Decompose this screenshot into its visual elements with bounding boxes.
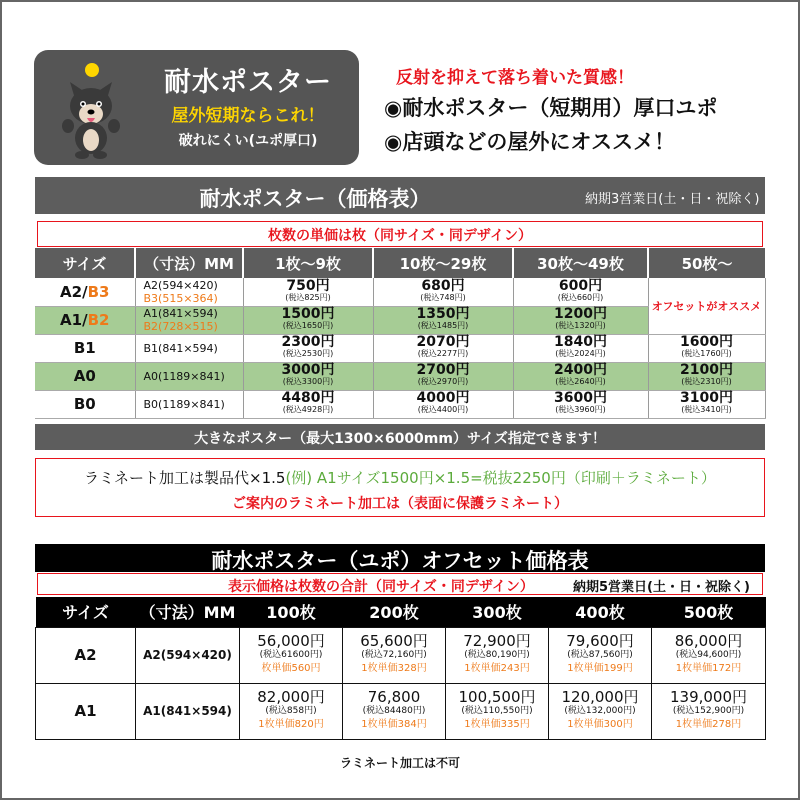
price-cell [373,306,513,334]
price-tax: (税込84480円) [362,706,426,716]
size-cell: B0 [35,390,135,418]
price-cell [648,334,765,362]
price-value: 3000円 [281,362,335,378]
price-value: 79,600円 [566,632,634,650]
price-cell [240,627,343,683]
unit-price: 1枚単価278円 [675,719,742,730]
price-tax: (税込748円) [420,292,466,302]
price-value: 86,000円 [674,632,743,650]
price-cell [243,390,373,418]
price-tax: (税込2640円) [555,377,606,386]
header-size: サイズ [35,248,135,278]
header-qty-30-49: 30枚〜49枚 [513,248,648,278]
price-cell [513,334,648,362]
price-value: 1200円 [554,306,607,322]
price-value: 72,900円 [463,632,531,650]
price-value: 1350円 [416,306,470,322]
price-cell [549,627,652,683]
price-value: 3100円 [680,390,733,406]
price-value: 1500円 [281,306,335,322]
price-value: 1600円 [680,334,733,350]
dimension-cell: A2(594×420) [136,627,240,683]
offset-table-header-row [36,597,766,627]
offset-delivery-note: 納期5営業日(土・日・祝除く) [573,580,750,595]
price-table-header-row [35,248,765,278]
header-qty-200: 200枚 [343,597,446,627]
size-label-alt: B2 [87,311,110,329]
dimension-label-alt: B3(515×364) [143,291,218,305]
price-tax: (税込72,160円) [361,650,427,660]
price-value: 2700円 [416,362,470,378]
offset-note: 表示価格は枚数の合計（同サイズ・同デザイン） [228,579,534,595]
price-cell [648,390,765,418]
laminate-rule: ラミネート加工は製品代×1.5 [84,469,286,487]
price-cell [343,683,446,739]
offset-price-table [35,597,766,740]
header-dimensions: （寸法）MM [136,597,240,627]
price-value: 82,000円 [257,688,325,706]
table-row [36,627,766,683]
price-cell [373,334,513,362]
offset-recommend-cell: オフセットがオススメ [648,278,765,334]
header-qty-300: 300枚 [446,597,549,627]
price-cell [513,306,648,334]
price-tax: (税込4400円) [417,405,469,414]
price-cell [513,390,648,418]
price-cell [513,362,648,390]
table-row [36,683,766,739]
size-cell: A0 [35,362,135,390]
large-poster-bar [35,424,765,450]
laminate-line-1 [84,467,716,488]
price-tax: (税込3410円) [681,405,732,414]
dimension-label: A1(841×594) [143,307,218,320]
size-cell: A2 [36,627,136,683]
price-cell [652,683,766,739]
price-tax: (税込825円) [285,292,331,302]
header-qty-1-9: 1枚〜9枚 [243,248,373,278]
size-label-alt: B3 [87,282,110,301]
price-tax: (税込1320円) [555,321,606,330]
offset-note-box [37,573,763,595]
table-row [35,390,765,418]
price-tax: (税込2310円) [681,377,732,386]
price-cell [373,390,513,418]
price-value: 4000円 [416,390,470,406]
price-value: 76,800 [367,688,421,706]
dimension-cell: B0(1189×841) [135,390,243,418]
size-cell: B1 [35,334,135,362]
header-qty-50-plus: 50枚〜 [648,248,765,278]
price-tax: (税込80,190円) [464,650,530,660]
price-cell [446,627,549,683]
dimension-cell [135,306,243,334]
table-row [35,334,765,362]
price-tax: (税込132,000円) [564,706,636,716]
dimension-cell: A1(841×594) [136,683,240,739]
price-tax: (税込2024円) [555,349,606,358]
unit-price-note: 枚数の単価は枚（同サイズ・同デザイン） [268,228,532,244]
size-label: A2/ [60,282,88,301]
price-cell [243,278,373,306]
dimension-label-alt: B2(728×515) [143,320,218,333]
header-size: サイズ [36,597,136,627]
table-row [35,362,765,390]
price-value: 2400円 [554,362,607,378]
price-tax: (税込1760円) [681,349,732,358]
price-tax: (税込1650円) [282,321,334,330]
offset-table-title: 耐水ポスター（ユポ）オフセット価格表 [35,544,765,572]
price-tax: (税込858円) [265,706,317,716]
laminate-box [35,458,765,517]
price-tax: (税込87,560円) [567,650,633,660]
unit-price: 1枚単価243円 [464,663,530,674]
price-value: 56,000円 [257,632,325,650]
price-cell [243,362,373,390]
price-tax: (税込110,550円) [461,706,533,716]
size-label: A1/ [60,311,88,329]
price-cell [243,306,373,334]
size-cell: A1 [36,683,136,739]
badge-subtitle: 屋外短期ならこれ！ [171,106,325,126]
price-value: 4480円 [281,390,335,406]
dimension-cell [135,278,243,306]
size-cell [35,278,135,306]
unit-price: 1枚単価384円 [361,719,427,730]
unit-price-note-box [37,221,763,247]
price-table-header-bar [35,177,765,214]
price-tax: (税込4928円) [282,405,334,414]
unit-price: 1枚単価820円 [258,719,324,730]
unit-price: 枚単価560円 [261,663,321,674]
shiba-dog-mascot-icon [56,60,126,160]
unit-price: 1枚単価335円 [464,719,530,730]
dimension-label: A2(594×420) [143,278,218,292]
price-tax: (税込61600円) [259,650,323,660]
unit-price: 1枚単価172円 [675,663,742,674]
price-table-title: 耐水ポスター（価格表） [199,187,431,211]
price-value: 100,500円 [458,688,536,706]
price-cell [373,278,513,306]
size-cell [35,306,135,334]
badge-title: 耐水ポスター [164,67,332,98]
price-value: 3600円 [554,390,607,406]
price-value: 2100円 [680,362,733,378]
price-value: 2300円 [281,334,335,350]
price-value: 2070円 [416,334,470,350]
header-dimensions: （寸法）MM [135,248,243,278]
unit-price: 1枚単価300円 [567,719,633,730]
laminate-line-2: ご案内のラミネート加工は（表面に保護ラミネート） [232,496,568,512]
price-tax: (税込3960円) [555,405,606,414]
price-cell [648,362,765,390]
price-value: 680円 [421,277,465,294]
price-tax: (税込2970円) [417,377,469,386]
price-cell [513,278,648,306]
price-tax: (税込152,900円) [672,706,745,716]
price-cell [343,627,446,683]
dimension-cell: A0(1189×841) [135,362,243,390]
delivery-note: 納期3営業日(土・日・祝除く) [585,192,760,207]
price-value: 1840円 [554,334,607,350]
header-qty-500: 500枚 [652,597,766,627]
price-value: 750円 [286,277,330,294]
price-cell [446,683,549,739]
laminate-not-available-note: ラミネート加工は不可 [339,756,460,770]
tagline-red: 反射を抑えて落ち着いた質感！ [396,68,634,88]
price-tax: (税込660円) [557,292,604,302]
price-value: 600円 [558,277,603,294]
table-row [35,278,765,306]
price-tax: (税込2277円) [417,349,469,358]
laminate-example: (例) A1サイズ1500円×1.5=税抜2250円（印刷＋ラミネート） [285,469,716,487]
unit-price: 1枚単価328円 [361,663,427,674]
price-tax: (税込3300円) [282,377,334,386]
large-poster-note: 大きなポスター（最大1300×6000mm）サイズ指定できます！ [194,431,606,447]
dimension-cell: B1(841×594) [135,334,243,362]
badge-subtitle-2: 破れにくい(ユポ厚口) [178,133,318,149]
price-cell [243,334,373,362]
price-tax: (税込94,600円) [675,650,742,660]
tagline-line-2: ◉店頭などの屋外にオススメ！ [384,130,676,154]
price-cell [240,683,343,739]
unit-price: 1枚単価199円 [567,663,633,674]
price-table [35,248,766,419]
header-qty-10-29: 10枚〜29枚 [373,248,513,278]
price-tax: (税込2530円) [282,349,334,358]
price-value: 65,600円 [360,632,428,650]
price-tax: (税込1485円) [417,321,469,330]
price-cell [373,362,513,390]
price-cell [652,627,766,683]
price-value: 139,000円 [669,688,748,706]
price-value: 120,000円 [561,688,639,706]
header-qty-100: 100枚 [240,597,343,627]
price-cell [549,683,652,739]
tagline-line-1: ◉耐水ポスター（短期用）厚口ユポ [384,96,718,120]
header-qty-400: 400枚 [549,597,652,627]
